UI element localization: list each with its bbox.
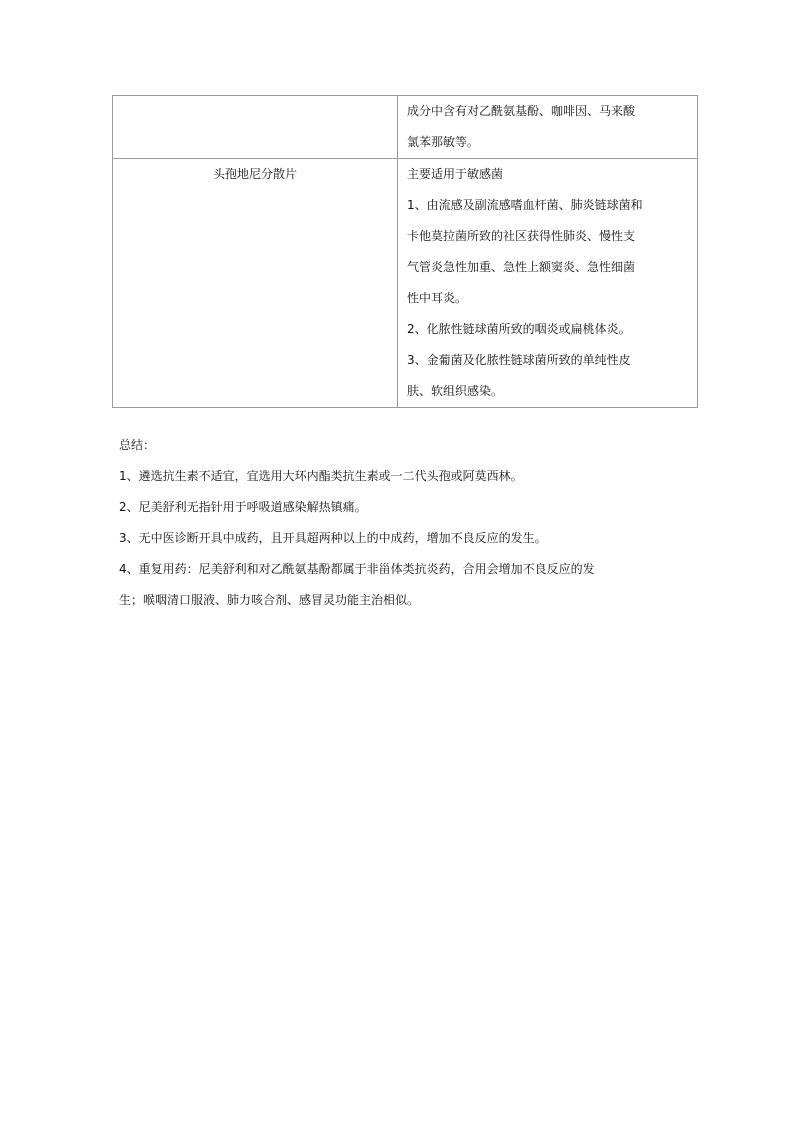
description-line: 成分中含有对乙酰氨基酚、咖啡因、马来酸 bbox=[407, 104, 636, 118]
table-row bbox=[113, 159, 698, 408]
summary-line: 1、遴选抗生素不适宜，宜选用大环内酯类抗生素或一二代头孢或阿莫西林。 bbox=[119, 469, 523, 483]
summary-heading: 总结： bbox=[119, 438, 156, 452]
drug-table bbox=[112, 95, 698, 408]
description-line: 3、金葡菌及化脓性链球菌所致的单纯性皮 bbox=[407, 353, 631, 367]
description-line: 1、由流感及副流感嗜血杆菌、肺炎链球菌和 bbox=[407, 198, 643, 212]
description-line: 氯苯那敏等。 bbox=[407, 135, 480, 149]
table-row bbox=[113, 96, 698, 159]
drug-name-cell bbox=[113, 96, 398, 159]
description-line: 性中耳炎。 bbox=[407, 291, 468, 305]
drug-name bbox=[113, 96, 397, 127]
drug-description-cell bbox=[398, 96, 698, 159]
summary-line: 4、重复用药：尼美舒利和对乙酰氨基酚都属于非甾体类抗炎药，合用会增加不良反应的发 bbox=[119, 562, 595, 576]
summary-section bbox=[119, 430, 679, 616]
description-line: 2、化脓性链球菌所致的咽炎或扁桃体炎。 bbox=[407, 322, 631, 336]
description-line: 主要适用于敏感菌 bbox=[407, 167, 504, 181]
drug-name: 头孢地尼分散片 bbox=[212, 167, 297, 181]
summary-line: 2、尼美舒利无指针用于呼吸道感染解热镇痛。 bbox=[119, 500, 367, 514]
drug-name-cell bbox=[113, 159, 398, 408]
description-line: 气管炎急性加重、急性上额窦炎、急性细菌 bbox=[407, 260, 636, 274]
summary-line: 生；喉咽清口服液、肺力咳合剂、感冒灵功能主治相似。 bbox=[119, 593, 420, 607]
description-line: 肤、软组织感染。 bbox=[407, 384, 504, 398]
drug-description-cell bbox=[398, 159, 698, 408]
description-line: 卡他莫拉菌所致的社区获得性肺炎、慢性支 bbox=[407, 229, 636, 243]
summary-line: 3、无中医诊断开具中成药，且开具超两种以上的中成药，增加不良反应的发生。 bbox=[119, 531, 547, 545]
